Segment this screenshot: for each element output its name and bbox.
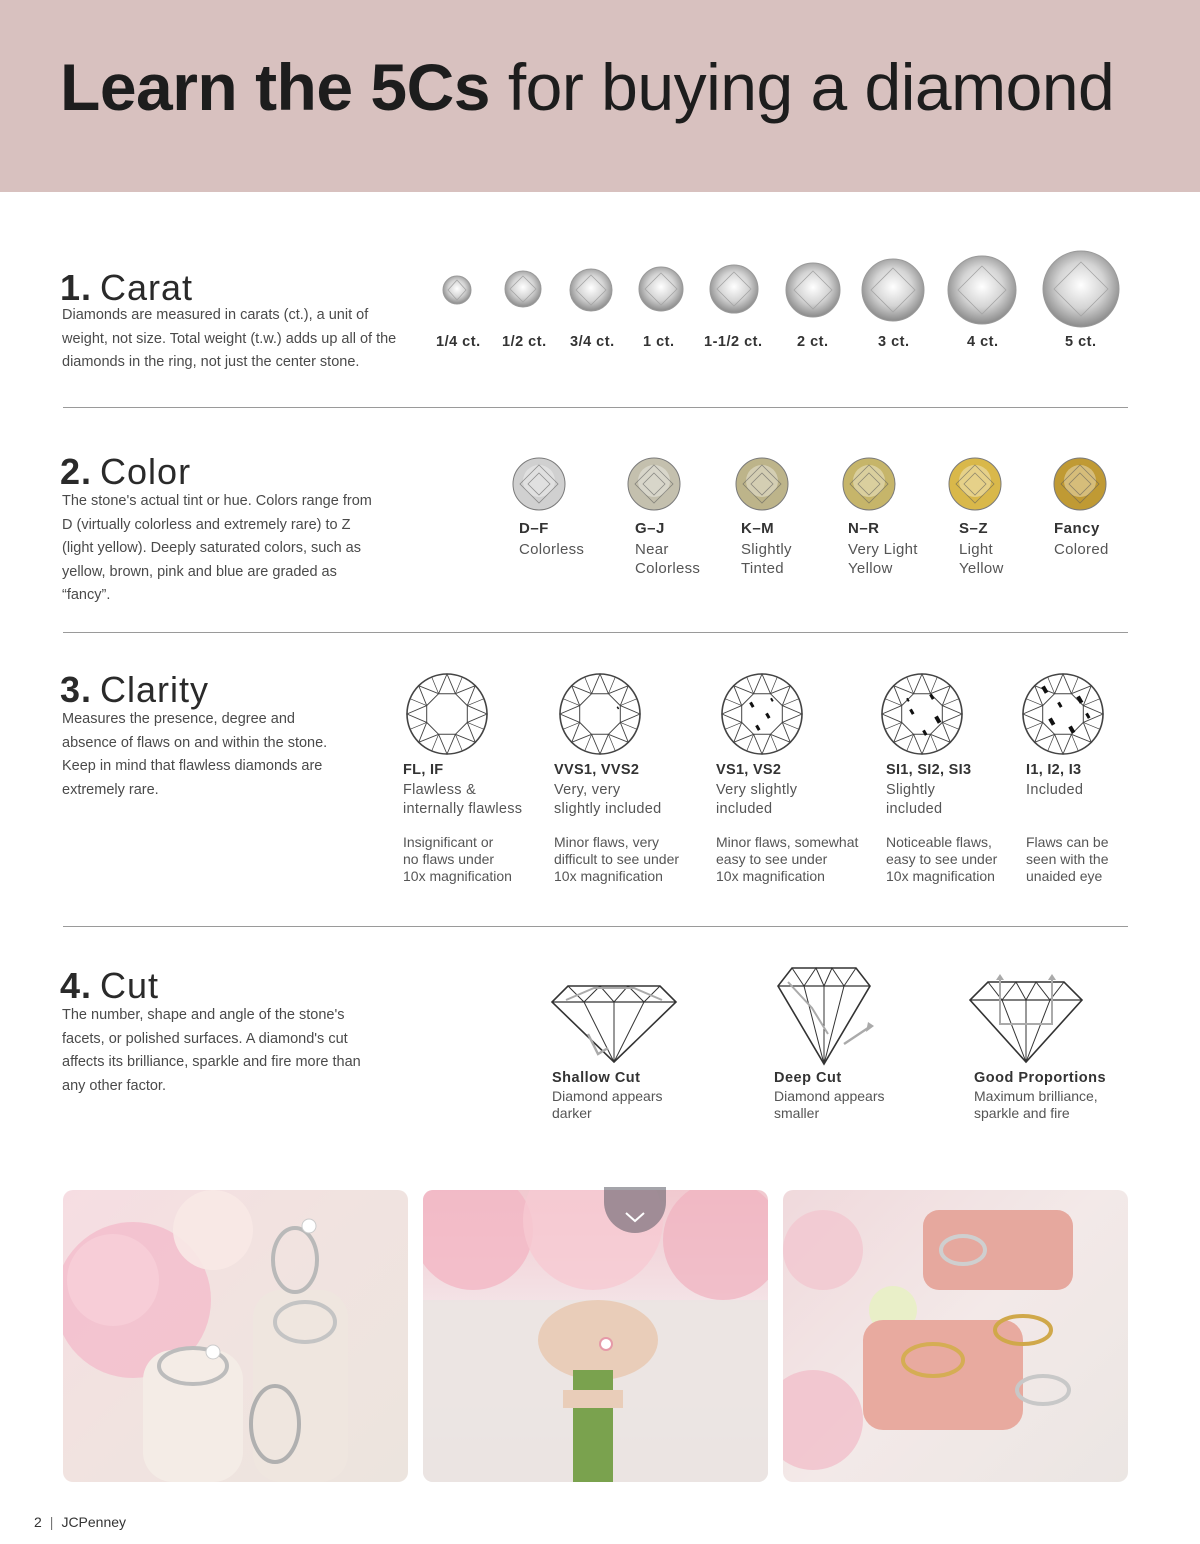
- color-desc-line: Colored: [1054, 541, 1109, 558]
- color-heading-text: Color: [100, 451, 192, 492]
- color-desc-line: Slightly: [741, 541, 792, 558]
- page-title: [60, 46, 1114, 128]
- clarity-grade: VVS1, VVS2: [554, 762, 640, 778]
- cut-type-name: Shallow Cut: [552, 1070, 641, 1086]
- clarity-note-line: Minor flaws, somewhat: [716, 834, 859, 850]
- clarity-note: [886, 834, 997, 885]
- clarity-number: 3.: [60, 669, 93, 710]
- clarity-sub-line: Included: [1026, 782, 1084, 798]
- color-gem-3: [735, 457, 789, 511]
- cut-desc-line: Diamond appears: [774, 1088, 885, 1104]
- color-grade-description: [741, 540, 792, 578]
- carat-size-label: 1 ct.: [643, 334, 675, 350]
- good-proportions-diagram: [966, 974, 1086, 1066]
- color-desc-line: Colorless: [519, 541, 585, 558]
- color-gem-6: [1053, 457, 1107, 511]
- color-grade: Fancy: [1054, 520, 1100, 537]
- deep-cut-diagram: [772, 964, 878, 1068]
- clarity-note: [716, 834, 858, 885]
- clarity-diagram-4: [882, 674, 962, 754]
- color-grade-description: [959, 540, 1004, 578]
- color-grade: K–M: [741, 520, 775, 537]
- clarity-grade: VS1, VS2: [716, 762, 782, 778]
- cut-type-description: [974, 1088, 1098, 1121]
- color-grade-description: [1054, 540, 1109, 559]
- cut-desc-line: Maximum brilliance,: [974, 1088, 1098, 1104]
- clarity-heading-text: Clarity: [100, 669, 210, 710]
- clarity-note: [403, 834, 512, 885]
- color-desc-line: Yellow: [959, 560, 1004, 577]
- color-gem-1: [512, 457, 566, 511]
- cut-number: 4.: [60, 965, 93, 1006]
- color-number: 2.: [60, 451, 93, 492]
- cut-type-name: Deep Cut: [774, 1070, 842, 1086]
- diamond-5ct: [1042, 250, 1120, 328]
- section-divider: [63, 407, 1128, 408]
- page-title-bold: Learn the 5Cs: [60, 50, 490, 124]
- clarity-note-line: unaided eye: [1026, 868, 1103, 884]
- clarity-note-line: 10x magnification: [716, 868, 825, 884]
- clarity-diagram-2: [560, 674, 640, 754]
- color-grade-description: [848, 540, 918, 578]
- diamond-3-4ct: [569, 268, 613, 312]
- clarity-diagram-row: [0, 660, 1200, 760]
- clarity-sub-line: included: [886, 801, 943, 817]
- clarity-diagram-3: [722, 674, 802, 754]
- title-banner: [0, 0, 1200, 192]
- clarity-note-line: seen with the: [1026, 851, 1109, 867]
- color-description: The stone's actual tint or hue. Colors range from D (virtually colorless and extremely rare) to Z (light yellow). Deeply saturated colors, such as yellow, brown, pink and blue are graded as “fancy”.: [62, 493, 372, 603]
- carat-number: 1.: [60, 267, 93, 308]
- cut-type-description: [774, 1088, 885, 1121]
- brand-name: JCPenney: [61, 1514, 127, 1530]
- photo-bride-bouquet: [423, 1190, 768, 1482]
- cut-desc-line: sparkle and fire: [974, 1104, 1070, 1121]
- clarity-note: [1026, 834, 1109, 885]
- clarity-sub-line: Slightly: [886, 782, 936, 798]
- diamond-1-1-2ct: [709, 264, 759, 314]
- color-grade: D–F: [519, 520, 549, 537]
- diamond-1ct: [638, 266, 684, 312]
- color-grade: S–Z: [959, 520, 989, 537]
- cut-heading: [60, 966, 159, 1006]
- scroll-down-button[interactable]: [604, 1187, 666, 1233]
- page-number: 2: [34, 1514, 42, 1530]
- clarity-note-line: Flaws can be: [1026, 834, 1109, 850]
- clarity-note-line: 10x magnification: [403, 868, 512, 884]
- cut-heading-text: Cut: [100, 965, 160, 1006]
- carat-heading-text: Carat: [100, 267, 194, 308]
- carat-heading: [60, 268, 193, 308]
- clarity-sub-line: slightly included: [554, 801, 662, 817]
- clarity-note-line: 10x magnification: [886, 868, 995, 884]
- clarity-sub-line: Flawless &: [403, 782, 477, 798]
- clarity-note-line: 10x magnification: [554, 868, 663, 884]
- color-desc-line: Colorless: [635, 560, 701, 577]
- cut-type-name: Good Proportions: [974, 1070, 1107, 1086]
- color-grade: N–R: [848, 520, 880, 537]
- clarity-sub-line: Very, very: [554, 782, 621, 798]
- color-gem-4: [842, 457, 896, 511]
- diamond-1-4ct: [442, 275, 472, 305]
- clarity-diagram-1: [407, 674, 487, 754]
- clarity-note: [554, 834, 679, 885]
- color-desc-line: Tinted: [741, 560, 784, 577]
- color-grade: G–J: [635, 520, 665, 537]
- color-desc-line: Very Light: [848, 541, 918, 558]
- page-footer: [34, 1514, 126, 1530]
- cut-desc-line: Diamond appears: [552, 1088, 663, 1104]
- chevron-down-icon: [604, 1187, 666, 1233]
- section-divider: [63, 632, 1128, 633]
- clarity-note-line: Minor flaws, very: [554, 834, 660, 850]
- clarity-grade: SI1, SI2, SI3: [886, 762, 972, 778]
- page-title-light: for buying a diamond: [507, 50, 1115, 124]
- cut-desc-line: smaller: [774, 1104, 820, 1121]
- clarity-grade-sub: [886, 781, 942, 819]
- carat-size-label: 1/2 ct.: [502, 334, 547, 350]
- diamond-1-2ct: [504, 270, 542, 308]
- clarity-note-line: Noticeable flaws,: [886, 834, 992, 850]
- color-gem-5: [948, 457, 1002, 511]
- clarity-note-line: difficult to see under: [554, 851, 680, 867]
- clarity-grade: I1, I2, I3: [1026, 762, 1082, 778]
- clarity-sub-line: Very slightly: [716, 782, 798, 798]
- clarity-grade-sub: [554, 781, 661, 819]
- color-desc-line: Yellow: [848, 560, 893, 577]
- color-desc-line: Light: [959, 541, 994, 558]
- carat-description: Diamonds are measured in carats (ct.), a unit of weight, not size. Total weight (t.w.) adds up all of the diamonds in the ring, not just the center stone.: [62, 307, 397, 370]
- diamond-2ct: [785, 262, 841, 318]
- clarity-sub-line: included: [716, 801, 773, 817]
- shallow-cut-diagram: [548, 978, 680, 1064]
- clarity-note-line: easy to see under: [716, 851, 828, 867]
- diamond-4ct: [947, 255, 1017, 325]
- photo-rings-display: [63, 1190, 408, 1482]
- carat-size-label: 4 ct.: [967, 334, 999, 350]
- diamond-3ct: [861, 258, 925, 322]
- section-divider: [63, 926, 1128, 927]
- clarity-grade-sub: [716, 781, 797, 819]
- clarity-note-line: easy to see under: [886, 851, 998, 867]
- color-grade-description: [519, 540, 584, 559]
- clarity-grade: FL, IF: [403, 762, 444, 778]
- cut-description: The number, shape and angle of the stone's facets, or polished surfaces. A diamond's cut affects its brilliance, sparkle and fire more than any other factor.: [62, 1007, 361, 1094]
- clarity-description: Measures the presence, degree and absence of flaws on and within the stone. Keep in mind that flawless diamonds are extremely rare.: [62, 711, 328, 798]
- cut-type-description: [552, 1088, 663, 1121]
- color-desc-line: Near: [635, 541, 669, 558]
- carat-size-label: 2 ct.: [797, 334, 829, 350]
- clarity-grade-sub: [1026, 781, 1083, 800]
- color-gem-2: [627, 457, 681, 511]
- carat-size-label: 1-1/2 ct.: [704, 334, 763, 350]
- clarity-grade-sub: [403, 781, 522, 819]
- clarity-sub-line: internally flawless: [403, 801, 523, 817]
- photo-ring-boxes: [783, 1190, 1128, 1482]
- carat-size-label: 3/4 ct.: [570, 334, 615, 350]
- carat-size-label: 1/4 ct.: [436, 334, 481, 350]
- cut-desc-line: darker: [552, 1104, 592, 1121]
- clarity-note-line: Insignificant or: [403, 834, 494, 850]
- color-heading: [60, 452, 191, 492]
- color-grade-description: [635, 540, 700, 578]
- footer-separator: |: [49, 1514, 54, 1530]
- clarity-diagram-5: [1023, 674, 1103, 754]
- clarity-note-line: no flaws under: [403, 851, 495, 867]
- carat-size-label: 5 ct.: [1065, 334, 1097, 350]
- carat-size-label: 3 ct.: [878, 334, 910, 350]
